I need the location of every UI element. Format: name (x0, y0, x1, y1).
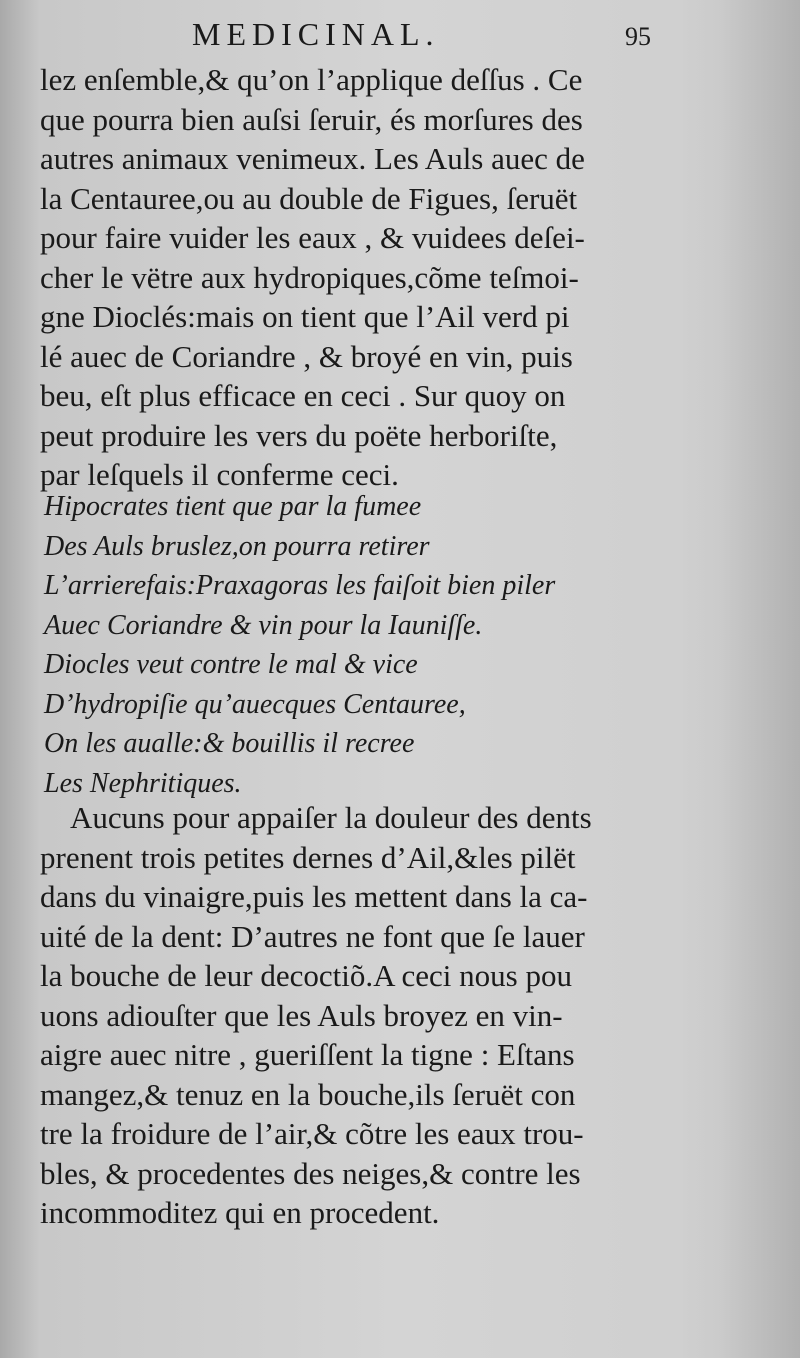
text-line: la Centauree,ou au double de Figues, ſeruët (40, 180, 578, 216)
text-line: dans du vinaigre,puis les mettent dans la ca- (40, 879, 588, 914)
text-line: tre la froidure de l’air,& cõtre les eaux trou- (40, 1116, 584, 1151)
text-line: lé auec de Coriandre , & broyé en vin, puis (40, 338, 573, 374)
verse-line: D’hydropiſie qu’auecques Centauree, (44, 688, 466, 720)
verse-line: Auec Coriandre & vin pour la Iauniſſe. (44, 609, 483, 641)
text-line: beu, eſt plus efficace en ceci . Sur quoy on (40, 378, 566, 413)
page-edge-shadow (680, 0, 800, 1358)
verse-line: Des Auls bruslez,on pourra retirer (44, 530, 430, 562)
text-line: cher le vëtre aux hydropiques,cõme teſmoi- (40, 259, 579, 295)
verse-line: Hipocrates tient que par la fumee (44, 491, 422, 522)
text-line: mangez,& tenuz en la bouche,ils ſeruët con (40, 1076, 576, 1112)
text-line: aigre auec nitre , gueriſſent la tigne : Eſtans (40, 1037, 575, 1072)
prose-block-1 (40, 60, 690, 495)
text-line: que pourra bien auſsi ſeruir, és morſures des (40, 101, 583, 137)
text-line: gne Dioclés:mais on tient que l’Ail verd pi (40, 299, 570, 334)
text-line: pour faire vuider les eaux , & vuidees deſei- (40, 220, 585, 255)
prose-block-2 (40, 798, 690, 1233)
verse-line: Diocles veut contre le mal & vice (44, 649, 418, 680)
text-line: Aucuns pour appaiſer la douleur des dents (70, 800, 592, 835)
text-line: peut produire les vers du poëte herboriſte, (40, 417, 558, 453)
text-line: lez enſemble,& qu’on l’applique deſſus . Ce (40, 62, 583, 97)
text-line: uité de la dent: D’autres ne font que ſe lauer (40, 918, 585, 954)
verse-line: Les Nephritiques. (44, 767, 242, 799)
text-line: par leſquels il conferme ceci. (40, 457, 399, 492)
text-line: incommoditez qui en procedent. (40, 1195, 440, 1230)
text-line: bles, & procedentes des neiges,& contre les (40, 1155, 581, 1191)
page-number: 95 (625, 22, 651, 51)
running-head: MEDICINAL. (192, 16, 440, 52)
verse-block (44, 487, 694, 803)
text-line: prenent trois petites dernes d’Ail,&les pilët (40, 839, 576, 875)
text-line: la bouche de leur decoctiõ.A ceci nous pou (40, 958, 572, 993)
text-line: uons adiouſter que les Auls broyez en vin- (40, 997, 563, 1033)
verse-line: L’arrierefais:Praxagoras les faiſoit bien piler (44, 570, 556, 601)
text-line: autres animaux venimeux. Les Auls auec de (40, 141, 585, 176)
verse-line: On les aualle:& bouillis il recree (44, 728, 415, 759)
